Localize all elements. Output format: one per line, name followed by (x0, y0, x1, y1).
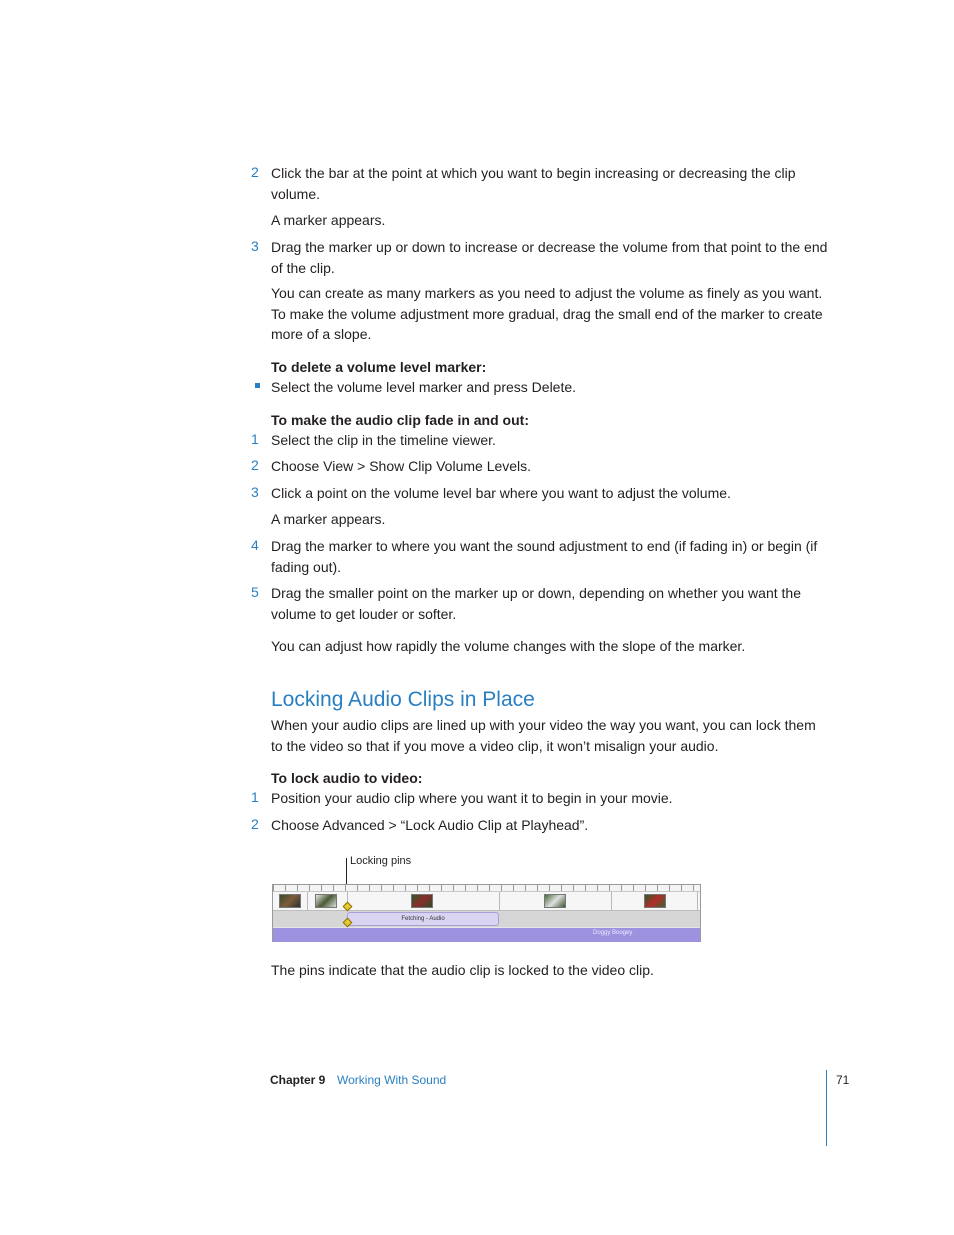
clip-divider (307, 892, 308, 910)
video-thumbnail (279, 894, 301, 908)
video-thumbnail (315, 894, 337, 908)
step-text: Select the clip in the timeline viewer. (271, 432, 496, 448)
step-number: 1 (251, 789, 259, 805)
step-text: Click the bar at the point at which you want to begin increasing or decreasing the clip volume. (271, 165, 796, 202)
video-track (273, 892, 700, 911)
step-text: Drag the smaller point on the marker up or down, depending on whether you want the volume to get louder or softer. (271, 585, 801, 622)
audio-clip: Fetching - Audio (347, 912, 499, 926)
audio-track-2 (273, 928, 700, 942)
step-text: Choose Advanced > “Lock Audio Clip at Playhead”. (271, 817, 589, 833)
task-heading: To delete a volume level marker: (271, 359, 487, 375)
page-number: 71 (836, 1073, 850, 1087)
result-text: A marker appears. (271, 212, 386, 228)
audio-clip-label: Doggy Boogey (593, 930, 633, 936)
step-number: 5 (251, 584, 259, 600)
step-number: 2 (251, 164, 259, 180)
bullet-text: Select the volume level marker and press Delete. (271, 379, 577, 395)
section-intro: When your audio clips are lined up with your video the way you want, you can lock them to the video so that if you move a video clip, it won’t misalign your audio. (271, 717, 816, 754)
step-text: Position your audio clip where you want it to begin in your movie. (271, 790, 673, 806)
note-paragraph: You can adjust how rapidly the volume changes with the slope of the marker. (271, 638, 746, 654)
step-number: 2 (251, 457, 259, 473)
step-number: 1 (251, 431, 259, 447)
footer-chapter-title: Working With Sound (337, 1073, 447, 1087)
bullet-icon (255, 383, 260, 388)
step-number: 2 (251, 816, 259, 832)
footer-chapter: Chapter 9 (270, 1073, 326, 1087)
video-thumbnail (644, 894, 666, 908)
step-number: 4 (251, 537, 259, 553)
footer-divider (826, 1070, 827, 1146)
step-text: Choose View > Show Clip Volume Levels. (271, 458, 532, 474)
figure-callout-label: Locking pins (350, 855, 412, 867)
clip-divider (611, 892, 612, 910)
result-text: A marker appears. (271, 511, 386, 527)
timeline-figure (272, 884, 701, 942)
note-paragraph: You can create as many markers as you need to adjust the volume as finely as you want. To make the volume adjustment more gradual, drag the small end of the marker to create more of a slope. (271, 285, 823, 342)
step-number: 3 (251, 484, 259, 500)
timeline-ruler (273, 885, 700, 892)
audio-track-1 (273, 911, 700, 927)
task-heading: To make the audio clip fade in and out: (271, 412, 529, 428)
step-text: Click a point on the volume level bar where you want to adjust the volume. (271, 485, 731, 501)
task-heading: To lock audio to video: (271, 770, 423, 786)
step-number: 3 (251, 238, 259, 254)
video-thumbnail (544, 894, 566, 908)
clip-divider (697, 892, 698, 910)
step-text: Drag the marker to where you want the sound adjustment to end (if fading in) or begin (if fading out). (271, 538, 818, 575)
video-thumbnail (411, 894, 433, 908)
step-text: Drag the marker up or down to increase or decrease the volume from that point to the end of the clip. (271, 239, 828, 276)
clip-divider (499, 892, 500, 910)
section-heading: Locking Audio Clips in Place (271, 688, 535, 711)
figure-caption: The pins indicate that the audio clip is locked to the video clip. (271, 962, 654, 978)
